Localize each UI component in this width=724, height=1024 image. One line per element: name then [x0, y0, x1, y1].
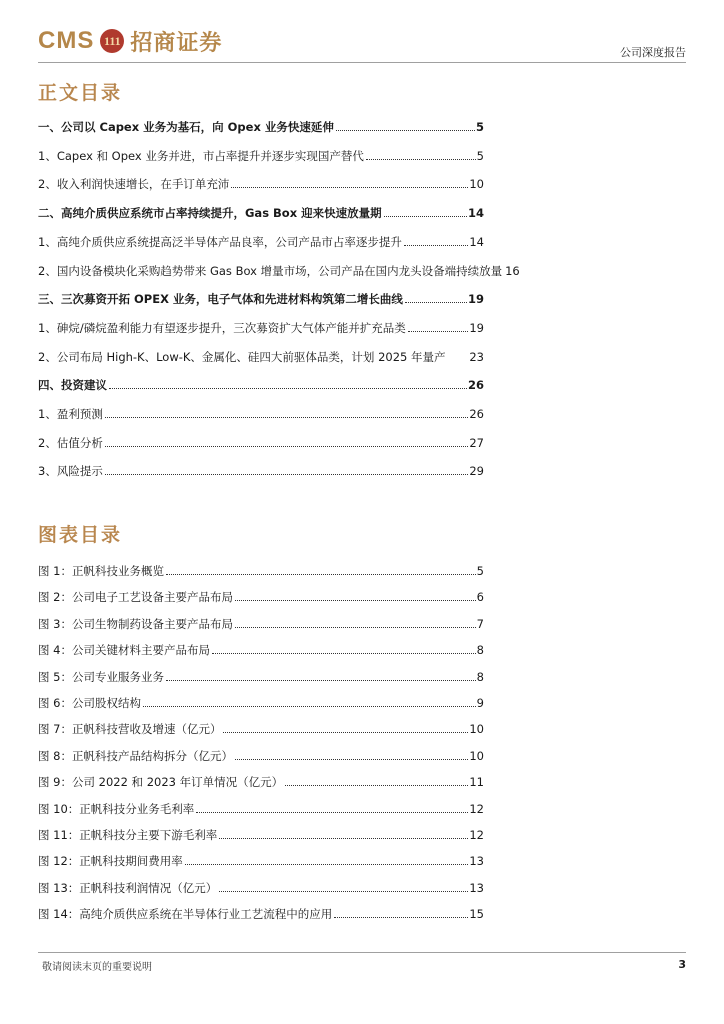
figure-entry-page: 15	[469, 907, 484, 922]
figure-entry-page: 12	[469, 801, 484, 816]
header-divider	[38, 62, 686, 63]
leader-dots	[366, 159, 476, 160]
figure-entry[interactable]	[38, 905, 484, 921]
figure-entry[interactable]	[38, 588, 484, 604]
toc-entry-title: 3、风险提示	[38, 464, 103, 479]
toc-entry[interactable]	[38, 462, 484, 478]
toc-entry[interactable]	[38, 204, 484, 220]
toc-entry-page: 14	[467, 206, 484, 221]
leader-dots	[384, 216, 467, 217]
figure-entry[interactable]	[38, 826, 484, 842]
toc-entry-page: 19	[467, 292, 484, 307]
figure-entry-title: 图 1：正帆科技业务概览	[38, 564, 164, 578]
toc-entry-title: 1、砷烷/磷烷盈利能力有望逐步提升，三次募资扩大气体产能并扩充品类	[38, 320, 406, 335]
figure-entry-title: 图 9：公司 2022 和 2023 年订单情况（亿元）	[38, 775, 284, 790]
toc-entry-page: 19	[469, 320, 484, 335]
toc-entry-page: 27	[469, 435, 484, 450]
leader-dots	[334, 917, 468, 918]
figure-entry-page: 13	[469, 880, 484, 895]
figure-entry-title: 图 2：公司电子工艺设备主要产品布局	[38, 590, 233, 605]
cms-logo	[38, 26, 222, 56]
logo-badge-icon	[100, 29, 124, 53]
leader-dots	[231, 187, 468, 188]
leader-dots	[223, 732, 468, 733]
logo-chinese-text: 招商证券	[130, 30, 223, 56]
toc-entry[interactable]	[38, 262, 520, 278]
figure-entry[interactable]	[38, 747, 484, 763]
toc-entry[interactable]	[38, 319, 484, 335]
footer-divider	[38, 952, 686, 953]
leader-dots	[105, 417, 469, 418]
leader-dots	[212, 653, 476, 654]
toc-entry[interactable]	[38, 233, 484, 249]
toc-entry[interactable]	[38, 405, 484, 421]
toc-entry-title: 2、国内设备模块化采购趋势带来 Gas Box 增量市场，公司产品在国内龙头设备端持续放量	[38, 263, 503, 278]
toc-entry-page: 29	[469, 464, 484, 479]
figure-entry-page: 13	[469, 854, 484, 869]
figure-entry-title: 图 7：正帆科技营收及增速（亿元）	[38, 722, 222, 737]
figure-entry[interactable]	[38, 694, 484, 710]
leader-dots	[219, 838, 468, 839]
figure-entry[interactable]	[38, 879, 484, 895]
toc-entry[interactable]	[38, 348, 484, 364]
figure-entry[interactable]	[38, 773, 484, 789]
figure-entry-page: 9	[476, 696, 484, 710]
figure-entry-title: 图 6：公司股权结构	[38, 696, 141, 710]
figure-entry-page: 8	[476, 669, 484, 684]
figure-entry[interactable]	[38, 852, 484, 868]
toc-entry-page: 14	[469, 234, 484, 249]
figure-entry-page: 11	[469, 775, 484, 790]
figure-entry-page: 7	[476, 616, 484, 631]
toc-entry-page: 26	[469, 407, 484, 421]
leader-dots	[185, 864, 469, 865]
toc-entry[interactable]	[38, 290, 484, 306]
leader-dots	[404, 245, 469, 246]
figure-entry-title: 图 11：正帆科技分主要下游毛利率	[38, 828, 218, 842]
figures-title: 图表目录	[38, 524, 123, 546]
toc-entry-title: 2、收入利润快速增长，在手订单充沛	[38, 177, 230, 192]
leader-dots	[109, 388, 467, 389]
figure-entry-title: 图 10：正帆科技分业务毛利率	[38, 801, 195, 816]
toc-entry[interactable]	[38, 376, 484, 392]
toc-entry[interactable]	[38, 118, 484, 134]
toc-entry-title: 四、投资建议	[38, 378, 107, 393]
figure-entry-page: 8	[476, 643, 484, 658]
logo-badge-text: 111	[104, 33, 121, 48]
figure-entry-page: 12	[469, 828, 484, 842]
leader-dots	[219, 891, 468, 892]
figure-entry-title: 图 8：正帆科技产品结构拆分（亿元）	[38, 748, 233, 763]
toc-title: 正文目录	[38, 82, 123, 104]
toc-entry-title: 1、高纯介质供应系统提高泛半导体产品良率，公司产品市占率逐步提升	[38, 234, 402, 249]
leader-dots	[166, 680, 476, 681]
figure-entry[interactable]	[38, 668, 484, 684]
figure-entry-page: 5	[476, 564, 484, 578]
figure-entry-title: 图 13：正帆科技利润情况（亿元）	[38, 880, 218, 895]
leader-dots	[105, 446, 469, 447]
figure-entry[interactable]	[38, 615, 484, 631]
leader-dots	[408, 331, 469, 332]
page-header	[38, 26, 686, 66]
toc-entry-title: 三、三次募资开拓 OPEX 业务，电子气体和先进材料构筑第二增长曲线	[38, 292, 403, 307]
toc-entry-title: 1、盈利预测	[38, 407, 103, 421]
toc-entry-page: 5	[475, 120, 484, 134]
figure-entry[interactable]	[38, 720, 484, 736]
figure-entry[interactable]	[38, 800, 484, 816]
figure-entry-page: 10	[469, 748, 484, 763]
figure-entry-page: 6	[476, 590, 484, 605]
leader-dots	[235, 627, 476, 628]
leader-dots	[105, 474, 469, 475]
figure-entry-page: 10	[469, 722, 484, 737]
footer-note: 敬请阅读末页的重要说明	[42, 962, 152, 973]
toc-entry-title: 二、高纯介质供应系统市占率持续提升，Gas Box 迎来快速放量期	[38, 206, 382, 221]
toc-entry-title: 1、Capex 和 Opex 业务并进，市占率提升并逐步实现国产替代	[38, 148, 364, 163]
toc-entry-title: 一、公司以 Capex 业务为基石，向 Opex 业务快速延伸	[38, 120, 334, 134]
leader-dots	[235, 759, 468, 760]
toc-entry-title: 2、估值分析	[38, 435, 103, 450]
toc-entry[interactable]	[38, 434, 484, 450]
leader-dots	[336, 130, 475, 131]
leader-dots	[143, 706, 476, 707]
figure-entry[interactable]	[38, 562, 484, 578]
leader-dots	[285, 785, 468, 786]
figure-entry-title: 图 3：公司生物制药设备主要产品布局	[38, 616, 233, 631]
page-number: 3	[678, 958, 686, 971]
figure-entry-title: 图 4：公司关键材料主要产品布局	[38, 643, 210, 658]
toc-entry-page: 26	[467, 378, 484, 393]
report-type: 公司深度报告	[620, 46, 686, 59]
toc-entry[interactable]	[38, 147, 484, 163]
toc-entry-page: 5	[476, 148, 484, 163]
toc-entry-title: 2、公司布局 High-K、Low-K、金属化、硅四大前驱体品类，计划 2025 年量产	[38, 349, 446, 364]
toc-entry-page: 23	[469, 349, 484, 364]
logo-latin-text: CMS	[38, 27, 95, 54]
figure-entry[interactable]	[38, 641, 484, 657]
leader-dots	[166, 574, 476, 575]
toc-entry-page: 10	[469, 177, 484, 192]
leader-dots	[235, 600, 476, 601]
leader-dots	[196, 812, 468, 813]
leader-dots	[405, 302, 467, 303]
figure-entry-title: 图 5：公司专业服务业务	[38, 669, 164, 684]
toc-entry-page: 16	[505, 263, 520, 278]
toc-entry[interactable]	[38, 175, 484, 191]
figure-entry-title: 图 12：正帆科技期间费用率	[38, 854, 183, 869]
figure-entry-title: 图 14：高纯介质供应系统在半导体行业工艺流程中的应用	[38, 907, 333, 922]
